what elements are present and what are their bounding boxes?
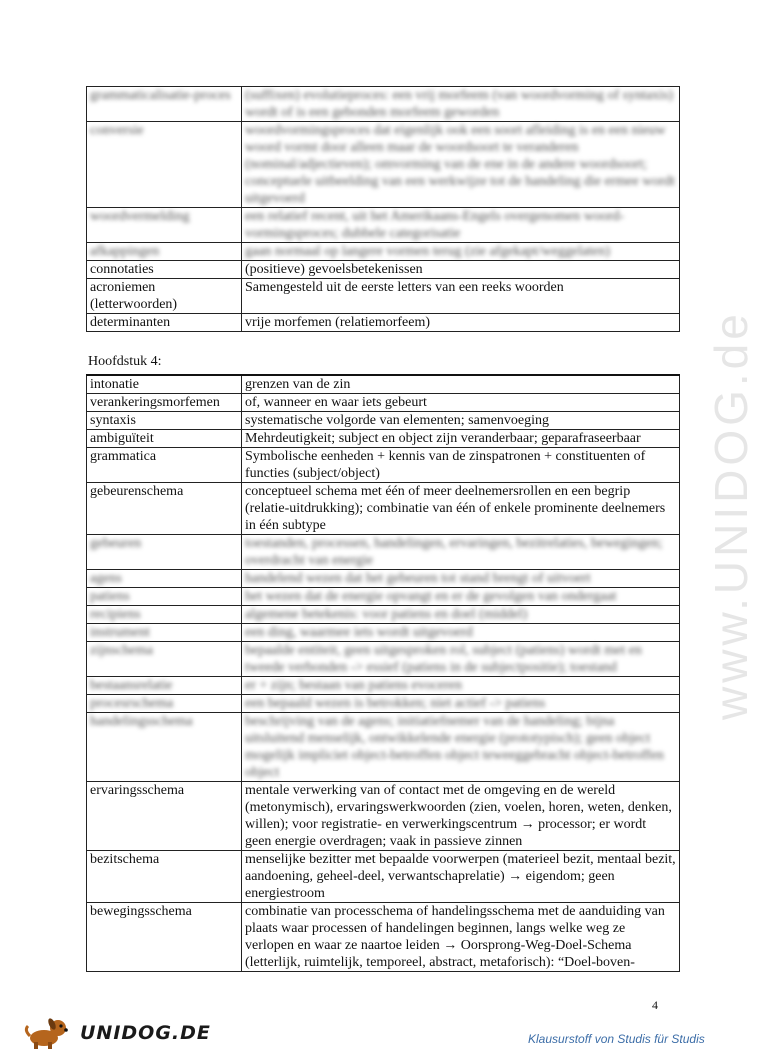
- table-row: [87, 243, 680, 261]
- definition-cell: woordvormingsproces dat eigenlijk ook een soort afleiding is en een nieuw woord vormt door alleen maar de woordsoort te veranderen (nominal/adjectieven); omvorming van de ene in de andere woordsoort; conceptuele uitbeelding van een werkwijze tot de handeling die ermee wordt uitgevoerd: [242, 122, 680, 208]
- term-cell: handelingsschema: [87, 713, 242, 782]
- watermark: www.UNIDOG.de: [705, 310, 757, 720]
- term-cell: grammaticalisatie-proces: [87, 87, 242, 122]
- page-number: 4: [652, 998, 658, 1012]
- definition-cell: combinatie van processchema of handelingsschema met de aanduiding van plaats waar processen of handelingen beginnen, langs welke weg ze verlopen en waar ze naartoe leiden → Oorsprong-Weg-Doel-Schema (letterlijk, ruimtelijk, temporeel, abstract, metaforisch): “Doel-boven-: [242, 903, 680, 972]
- term-cell: instrument: [87, 624, 242, 642]
- dog-mascot-icon: [22, 1014, 78, 1050]
- definition-cell: het wezen dat de energie opvangt en er de gevolgen van ondergaat: [242, 588, 680, 606]
- table-row: [87, 394, 680, 412]
- table-row: [87, 87, 680, 122]
- definition-cell: mentale verwerking van of contact met de omgeving en de wereld (metonymisch), ervaringswerkwoorden (zien, voelen, horen, weten, denken, willen); voor registratie- en verwerkingscentrum → processor; er wordt geen energie overdragen; vaak in passieve zinnen: [242, 782, 680, 851]
- logo-text: UNIDOG.DE: [80, 1022, 211, 1044]
- table-row: [87, 588, 680, 606]
- definition-cell: gaan normaal op langere vormen terug (zie afgekapt/weggelaten): [242, 243, 680, 261]
- term-cell: verankeringsmorfemen: [87, 394, 242, 412]
- table-row: [87, 412, 680, 430]
- blurred-rows: [87, 87, 680, 261]
- blurred-rows: [87, 535, 680, 782]
- definition-cell: menselijke bezitter met bepaalde voorwerpen (materieel bezit, mentaal bezit, aandoening, geheel-deel, verwantschaprelatie) → eigendom; geen energiestroom: [242, 851, 680, 903]
- term-cell: grammatica: [87, 448, 242, 483]
- table-row: [87, 677, 680, 695]
- definition-cell: een relatief recent, uit het Amerikaans-Engels overgenomen woord-vormingsproces; dubbele categorisatie: [242, 208, 680, 243]
- term-cell: patiens: [87, 588, 242, 606]
- definition-cell: Symbolische eenheden + kennis van de zinspatronen + constituenten of functies (subject/object): [242, 448, 680, 483]
- table-row: [87, 695, 680, 713]
- definition-cell: conceptueel schema met één of meer deelnemersrollen en een begrip (relatie-uitdrukking); combinatie van één of enkele prominente deelnemers in één subtype: [242, 483, 680, 535]
- definition-cell: (suffixen) evolutieproces: een vrij morfeem (van woordvorming of syntaxis) wordt of is een gebonden morfeem geworden: [242, 87, 680, 122]
- table-row: [87, 713, 680, 782]
- table-row: [87, 314, 680, 332]
- term-cell: procesrschema: [87, 695, 242, 713]
- definition-cell: of, wanneer en waar iets gebeurt: [242, 394, 680, 412]
- term-cell: recipiens: [87, 606, 242, 624]
- table-row: [87, 624, 680, 642]
- glossary-rows: [87, 782, 680, 972]
- term-cell: woordvermelding: [87, 208, 242, 243]
- table-row: [87, 642, 680, 677]
- table-row: [87, 122, 680, 208]
- definition-cell: systematische volgorde van elementen; samenvoeging: [242, 412, 680, 430]
- footer-slogan: Klausurstoff von Studis für Studis: [528, 1032, 705, 1046]
- table-row: [87, 448, 680, 483]
- table-row: [87, 851, 680, 903]
- term-cell: afkappingen: [87, 243, 242, 261]
- table-row: [87, 903, 680, 972]
- term-cell: bezitschema: [87, 851, 242, 903]
- term-cell: determinanten: [87, 314, 242, 332]
- table-row: [87, 261, 680, 279]
- term-cell: conversie: [87, 122, 242, 208]
- definition-cell: grenzen van de zin: [242, 375, 680, 394]
- definition-cell: algemene betekenis: voor patiens en doel (middel): [242, 606, 680, 624]
- definition-cell: een ding, waarmee iets wordt uitgevoerd: [242, 624, 680, 642]
- term-cell: intonatie: [87, 375, 242, 394]
- definition-cell: beschrijving van de agens; initiatiefnemer van de handeling; bijna uitsluitend menselijk, ontwikkelende energie (prototypisch); geen object mogelijk impliciet object-betroffen object teweeggebracht object-betroffen object: [242, 713, 680, 782]
- definition-cell: (positieve) gevoelsbetekenissen: [242, 261, 680, 279]
- table-row: [87, 483, 680, 535]
- definition-cell: handelend wezen dat het gebeuren tot stand brengt of uitvoert: [242, 570, 680, 588]
- definition-cell: bepaalde entiteit, geen uitgesproken rol, subject (patiens) wordt met en tweede verbonden -> essief (patiens in de subjectpositie); toestand: [242, 642, 680, 677]
- glossary-table-continued: [86, 86, 680, 332]
- term-cell: ervaringsschema: [87, 782, 242, 851]
- term-cell: agens: [87, 570, 242, 588]
- term-cell: gebeurenschema: [87, 483, 242, 535]
- glossary-rows: [87, 261, 680, 332]
- table-row: [87, 375, 680, 394]
- definition-cell: Mehrdeutigkeit; subject en object zijn veranderbaar; geparafraseerbaar: [242, 430, 680, 448]
- table-row: [87, 279, 680, 314]
- term-cell: bestaansrelatie: [87, 677, 242, 695]
- unidog-logo[interactable]: [22, 1014, 211, 1050]
- term-cell: bewegingsschema: [87, 903, 242, 972]
- term-cell: connotaties: [87, 261, 242, 279]
- definition-cell: vrije morfemen (relatiemorfeem): [242, 314, 680, 332]
- term-cell: zijnschema: [87, 642, 242, 677]
- table-row: [87, 782, 680, 851]
- definition-cell: Samengesteld uit de eerste letters van een reeks woorden: [242, 279, 680, 314]
- term-cell: ambiguïteit: [87, 430, 242, 448]
- definition-cell: een bepaald wezen is betrokken; niet actief -> patiens: [242, 695, 680, 713]
- term-cell: acroniemen (letterwoorden): [87, 279, 242, 314]
- table-row: [87, 570, 680, 588]
- table-row: [87, 208, 680, 243]
- definition-cell: toestanden, processen, handelingen, ervaringen, bezitrelaties, bewegingen; overdracht van energie: [242, 535, 680, 570]
- table-row: [87, 430, 680, 448]
- definition-cell: er + zijn; bestaan van patiens evoceren: [242, 677, 680, 695]
- term-cell: gebeuren: [87, 535, 242, 570]
- table-row: [87, 606, 680, 624]
- table-row: [87, 535, 680, 570]
- section-heading: Hoofdstuk 4:: [88, 354, 162, 369]
- term-cell: syntaxis: [87, 412, 242, 430]
- chapter-4-glossary-table: [86, 374, 680, 972]
- glossary-rows: [87, 375, 680, 535]
